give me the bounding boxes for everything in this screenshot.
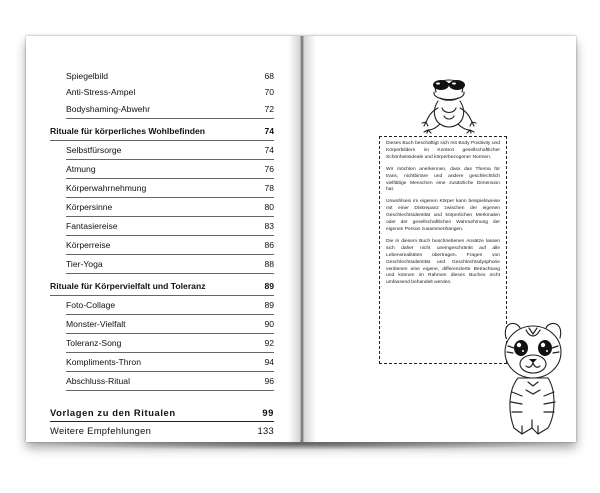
toc-entry-label: Atmung xyxy=(66,164,96,174)
toc-entry-page: 78 xyxy=(264,183,274,193)
toc-entry-label: Selbstfürsorge xyxy=(66,145,122,155)
toc-section-label: Rituale für körperliches Wohlbefinden xyxy=(50,126,206,136)
toc-entry-page: 96 xyxy=(264,376,274,386)
toc-entry-page: 88 xyxy=(264,259,274,269)
toc-entry-page: 83 xyxy=(264,221,274,231)
toc-entry-page: 76 xyxy=(264,164,274,174)
table-of-contents xyxy=(50,68,274,438)
open-book xyxy=(26,36,576,442)
toc-entry[interactable] xyxy=(66,296,274,315)
toc-entry-page: 89 xyxy=(264,300,274,310)
toc-entry[interactable] xyxy=(66,372,274,391)
toc-entry-page: 80 xyxy=(264,202,274,212)
toc-entry[interactable] xyxy=(66,198,274,217)
toc-entry-label: Spiegelbild xyxy=(66,71,109,81)
toc-recommendations-entry[interactable] xyxy=(50,422,274,438)
toc-entry[interactable] xyxy=(66,353,274,372)
right-page xyxy=(302,36,576,442)
toc-entry[interactable] xyxy=(66,255,274,274)
toc-entry[interactable] xyxy=(66,236,274,255)
toc-entry-label: Foto-Collage xyxy=(66,300,116,310)
toc-entry-label: Abschluss-Ritual xyxy=(66,376,130,386)
toc-templates-label: Vorlagen zu den Ritualen xyxy=(50,406,176,418)
toc-entry-page: 92 xyxy=(264,338,274,348)
toc-section-heading[interactable] xyxy=(50,277,274,296)
toc-entry[interactable] xyxy=(66,160,274,179)
toc-entry-label: Monster-Vielfalt xyxy=(66,319,126,329)
left-page xyxy=(26,36,300,442)
toc-entry-label: Fantasiereise xyxy=(66,221,118,231)
disclaimer-textbox xyxy=(379,136,507,364)
toc-entry-page: 68 xyxy=(264,71,274,81)
toc-entry-label: Körperreise xyxy=(66,240,111,250)
toc-entry[interactable] xyxy=(66,179,274,198)
toc-entry[interactable] xyxy=(66,315,274,334)
toc-entry-page: 86 xyxy=(264,240,274,250)
frog-with-sunglasses-illustration xyxy=(418,68,480,134)
toc-section-label: Rituale für Körpervielfalt und Toleranz xyxy=(50,281,206,291)
disclaimer-paragraph: Wir möchten anerkennen, dass das Thema für trans, nichtbinäre und andere geschlechtlich vielfältige Menschen eine zusätzliche Dimension hat. xyxy=(386,166,500,193)
toc-entry-label: Körpersinne xyxy=(66,202,113,212)
toc-section-heading[interactable] xyxy=(50,122,274,141)
toc-entry-label: Bodyshaming-Abwehr xyxy=(66,104,151,114)
toc-recommendations-page: 133 xyxy=(257,424,274,436)
tiger-cub-illustration xyxy=(498,316,572,440)
disclaimer-paragraph: Unwohlsein im eigenen Körper kann beispielsweise mit einer Diskrepanz zwischen der eigenen Geschlechtsidentität und körperlichen Merkmalen oder der gesellschaftlichen Wahrnehmung der eigenen Person zusammenhängen. xyxy=(386,199,500,232)
toc-templates-page: 99 xyxy=(262,406,274,418)
toc-entry-page: 74 xyxy=(264,145,274,155)
toc-entry-label: Tier-Yoga xyxy=(66,259,103,269)
disclaimer-paragraph: Dieses Buch beschäftigt sich mit Body Positivity und Körperbildern im Kontext gesellschaftlicher Schönheitsideale und körperbezogener Normen. xyxy=(386,141,500,160)
book-spine-gutter xyxy=(288,36,316,442)
toc-entry[interactable] xyxy=(66,141,274,160)
toc-entry-label: Körperwahrnehmung xyxy=(66,183,147,193)
toc-entry-label: Anti-Stress-Ampel xyxy=(66,87,136,97)
toc-section-page: 74 xyxy=(264,126,274,136)
toc-entry[interactable] xyxy=(66,100,274,119)
toc-entry[interactable] xyxy=(66,84,274,100)
toc-templates-entry[interactable] xyxy=(50,403,274,422)
toc-entry-page: 90 xyxy=(264,319,274,329)
toc-entry[interactable] xyxy=(66,217,274,236)
disclaimer-paragraph: Die in diesem Buch beschriebenen Ansätze lassen sich daher nicht uneingeschränkt auf alle Lebensrealitäten übertragen. Fragen von Geschlechtsidentität und Geschlechtsdysphorie verdienen eine eigene, differenzierte Betrachtung und können im Rahmen dieses Buches nicht umfassend behandelt werden. xyxy=(386,238,500,286)
toc-section-page: 89 xyxy=(264,281,274,291)
toc-entry[interactable] xyxy=(66,334,274,353)
toc-entry-page: 70 xyxy=(264,87,274,97)
toc-entry-label: Kompliments-Thron xyxy=(66,357,141,367)
toc-entry-page: 94 xyxy=(264,357,274,367)
toc-entry-page: 72 xyxy=(264,104,274,114)
toc-recommendations-label: Weitere Empfehlungen xyxy=(50,424,152,436)
toc-entry[interactable] xyxy=(66,68,274,84)
toc-entry-label: Toleranz-Song xyxy=(66,338,122,348)
